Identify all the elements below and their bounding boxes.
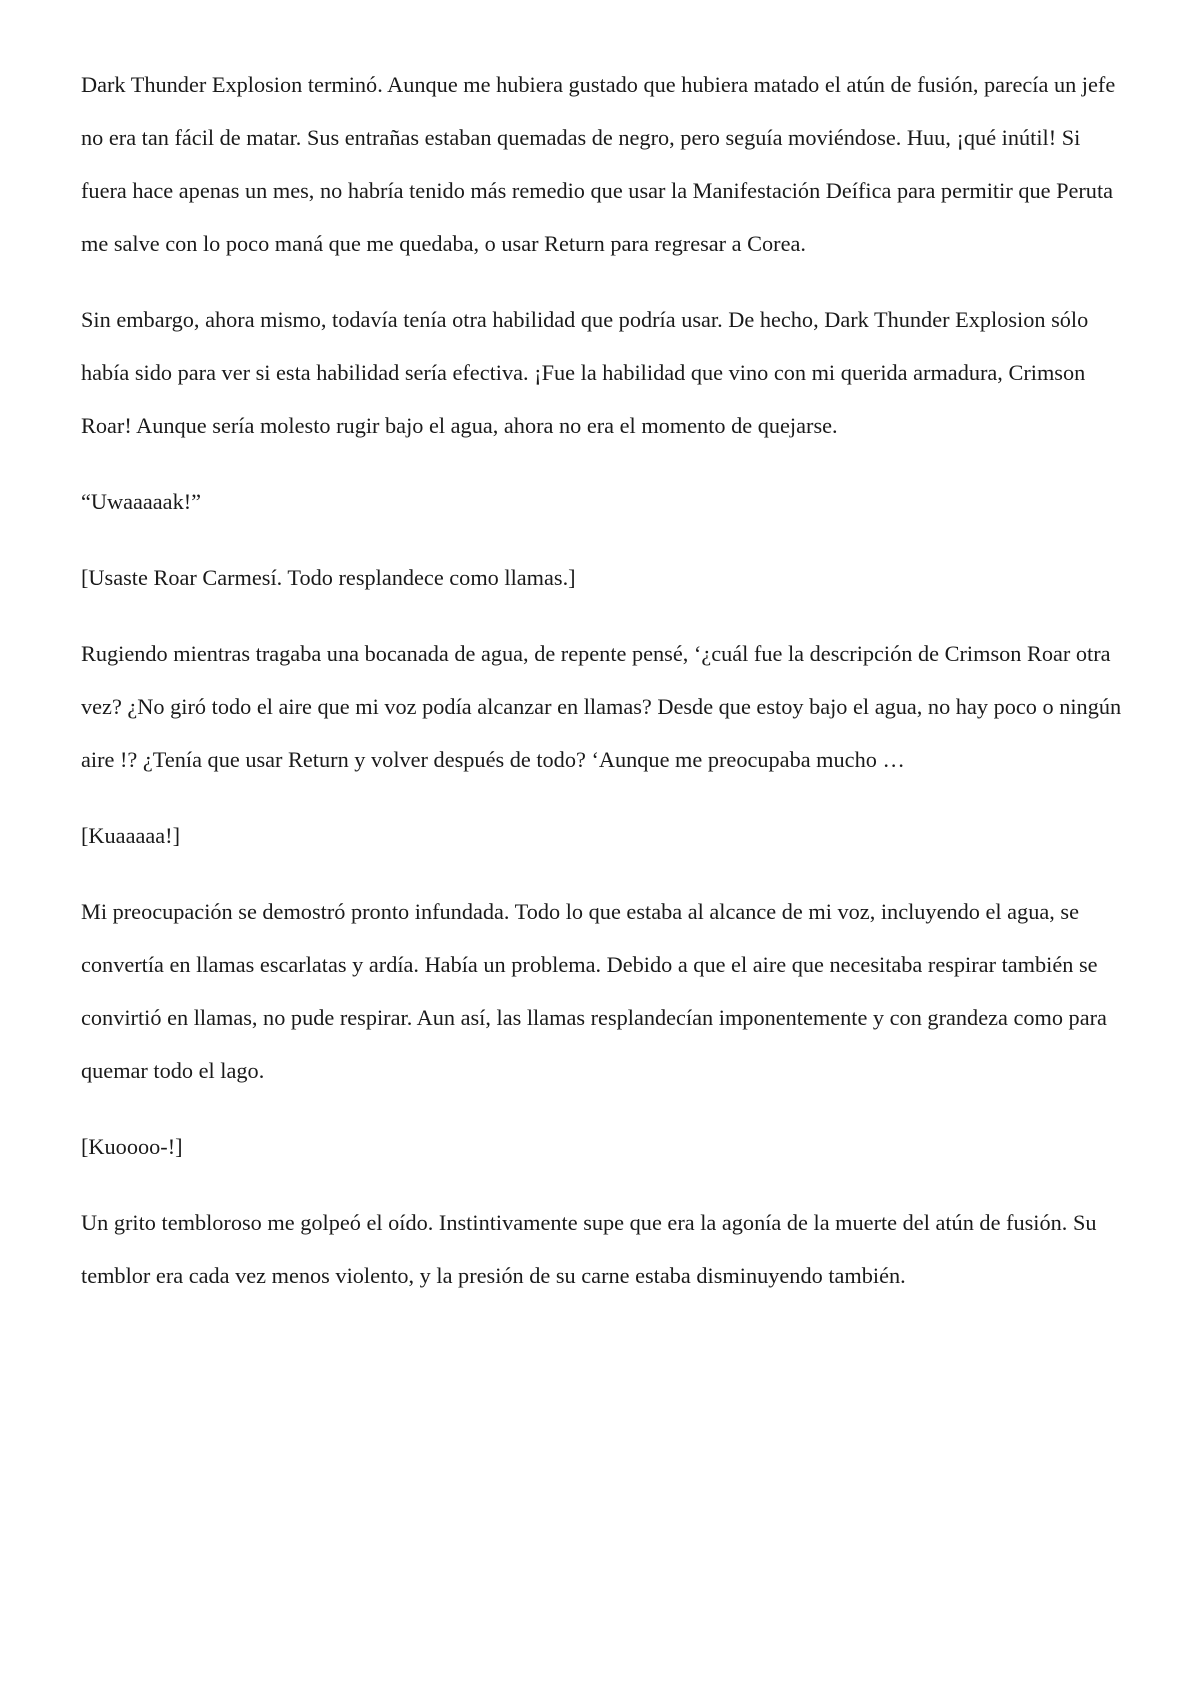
paragraph-4: [Usaste Roar Carmesí. Todo resplandece como llamas.] xyxy=(81,565,576,590)
paragraph-5: Rugiendo mientras tragaba una bocanada de agua, de repente pensé, ‘¿cuál fue la descripción de Crimson Roar otra vez? ¿No giró todo el aire que mi voz podía alcanzar en llamas? Desde que estoy bajo el agua, no hay poco o ningún aire !? ¿Tenía que usar Return y volver después de todo? ‘Aunque me preocupaba mucho … xyxy=(81,641,1122,772)
document-body xyxy=(81,58,1126,1325)
paragraph-9: Un grito tembloroso me golpeó el oído. Instintivamente supe que era la agonía de la muerte del atún de fusión. Su temblor era cada vez menos violento, y la presión de su carne estaba disminuyendo también. xyxy=(81,1210,1097,1288)
paragraph-2: Sin embargo, ahora mismo, todavía tenía otra habilidad que podría usar. De hecho, Dark Thunder Explosion sólo había sido para ver si esta habilidad sería efectiva. ¡Fue la habilidad que vino con mi querida armadura, Crimson Roar! Aunque sería molesto rugir bajo el agua, ahora no era el momento de quejarse. xyxy=(81,307,1089,438)
paragraph-6: [Kuaaaaa!] xyxy=(81,823,181,848)
paragraph-7: Mi preocupación se demostró pronto infundada. Todo lo que estaba al alcance de mi voz, incluyendo el agua, se convertía en llamas escarlatas y ardía. Había un problema. Debido a que el aire que necesitaba respirar también se convirtió en llamas, no pude respirar. Aun así, las llamas resplandecían imponentemente y con grandeza como para quemar todo el lago. xyxy=(81,899,1107,1083)
paragraph-3: “Uwaaaaak!” xyxy=(81,489,202,514)
paragraph-1: Dark Thunder Explosion terminó. Aunque me hubiera gustado que hubiera matado el atún de fusión, parecía un jefe no era tan fácil de matar. Sus entrañas estaban quemadas de negro, pero seguía moviéndose. Huu, ¡qué inútil! Si fuera hace apenas un mes, no habría tenido más remedio que usar la Manifestación Deífica para permitir que Peruta me salve con lo poco maná que me quedaba, o usar Return para regresar a Corea. xyxy=(81,72,1116,256)
paragraph-8: [Kuoooo-!] xyxy=(81,1134,183,1159)
